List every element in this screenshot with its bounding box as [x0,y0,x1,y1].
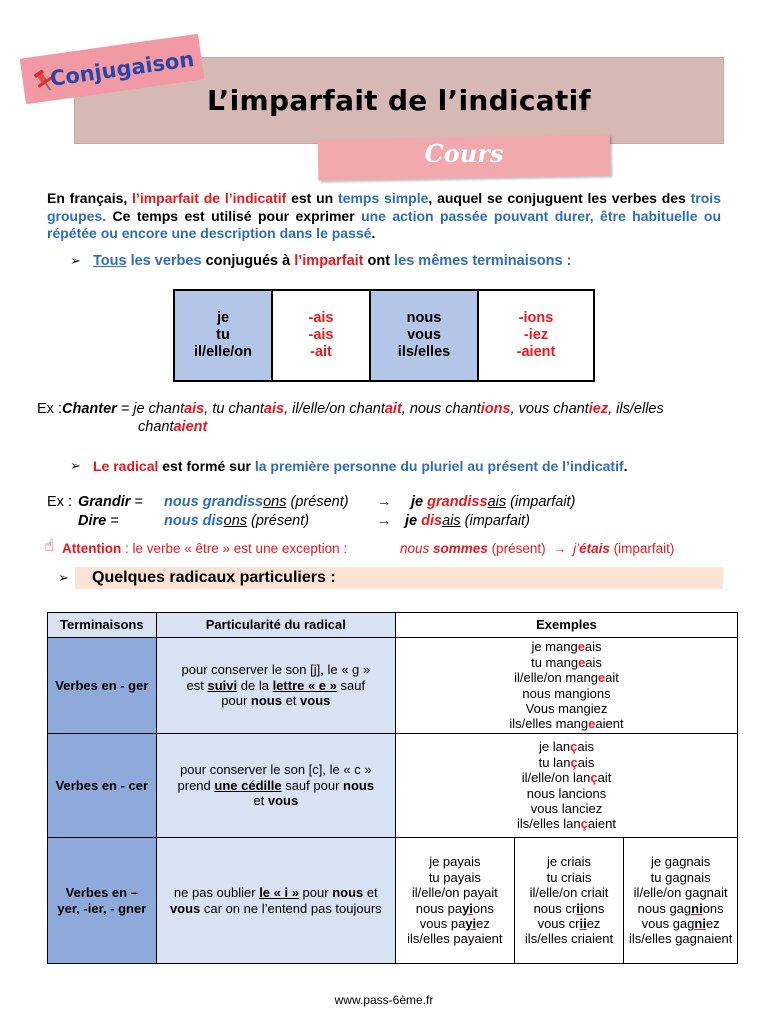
page-title: L’imparfait de l’indicatif [206,84,591,117]
radicaux-table [47,612,738,964]
cours-label: Cours [424,139,504,168]
example-grandir-prefix: Ex : [47,494,72,510]
bullet-arrow-icon: ➢ [70,458,81,473]
example-chanter-line2: chantaient [138,419,208,435]
row-yer-examples-payer: je payais tu payais il/elle/on payait nous payions vous payiez ils/elles payaient [396,838,515,964]
row-yer-desc: ne pas oublier le « i » pour nous et vous car on ne l’entend pas toujours [156,838,395,964]
example-dire-verb: Dire = [78,513,119,529]
bullet-arrow-icon: ➢ [70,253,81,268]
plural-endings-cell: -ions -iez -aient [478,290,594,381]
example-dire-present: nous disons (présent) [164,513,310,529]
row-cer-examples: je lançais tu lançais il/elle/on lançait nous lancions vous lanciez ils/elles lançaient [396,734,738,838]
header-particularite: Particularité du radical [156,613,395,638]
singular-pronouns-cell: je tu il/elle/on [174,290,272,381]
intro-paragraph: En français, l’imparfait de l’indicatif est un temps simple, auquel se conjuguent les verbes des trois groupes. Ce temps est utilisé pour exprimer une action passée pouvant durer, être habituelle ou répétée ou encore une description dans le passé. [47,190,721,241]
pointing-hand-icon: ☝ [44,536,55,555]
footer-url: www.pass-6ème.fr [334,993,434,1007]
row-cer-term: Verbes en - cer [48,734,157,838]
row-ger-term: Verbes en - ger [48,638,157,734]
row-ger-desc: pour conserver le son [j], le « g » est suivi de la lettre « e » sauf pour nous et vous [156,638,395,734]
section-title: Quelques radicaux particuliers : [92,569,336,586]
header-exemples: Exemples [396,613,738,638]
plural-pronouns-cell: nous vous ils/elles [370,290,478,381]
singular-endings-cell: -ais -ais -ait [272,290,370,381]
example-grandir-present: nous grandissons (présent) [164,494,349,510]
example-grandir-verb: Grandir = [78,494,143,510]
row-ger-examples: je mangeais tu mangeais il/elle/on mangeait nous mangions Vous mangiez ils/elles mangeaient [396,638,738,734]
row-yer-term: Verbes en – yer, -ier, - gner [48,838,157,964]
example-grandir-imparfait: je grandissais (imparfait) [411,494,576,510]
bullet-terminaisons: Tous les verbes conjugués à l’imparfait ont les mêmes terminaisons : [93,253,572,269]
header-terminaisons: Terminaisons [48,613,157,638]
arrow-icon: → [377,513,392,529]
example-dire-imparfait: je disais (imparfait) [405,513,530,529]
attention-example: nous sommes (présent) → j’étais (imparfait) [400,541,675,556]
row-cer-desc: pour conserver le son [c], le « c » prend une cédille sauf pour nous et vous [156,734,395,838]
bullet-arrow-icon: ➢ [58,570,69,585]
example-chanter: Ex :Chanter = je chantais, tu chantais, il/elle/on chantait, nous chantions, vous chantiez, ils/elles [37,401,664,417]
attention-note: Attention : le verbe « être » est une exception : [62,541,348,556]
row-yer-examples-gagner: je gagnais tu gagnais il/elle/on gagnait nous gagnions vous gagniez ils/elles gagnaient [624,838,738,964]
terminaisons-table [173,289,595,382]
bullet-radical: Le radical est formé sur la première personne du pluriel au présent de l’indicatif. [93,458,628,474]
row-yer-examples-crier: je criais tu criais il/elle/on criait nous criions vous criiez ils/elles criaient [514,838,624,964]
arrow-icon: → [377,494,392,510]
conjugaison-tag-label: Conjugaison [48,47,196,91]
